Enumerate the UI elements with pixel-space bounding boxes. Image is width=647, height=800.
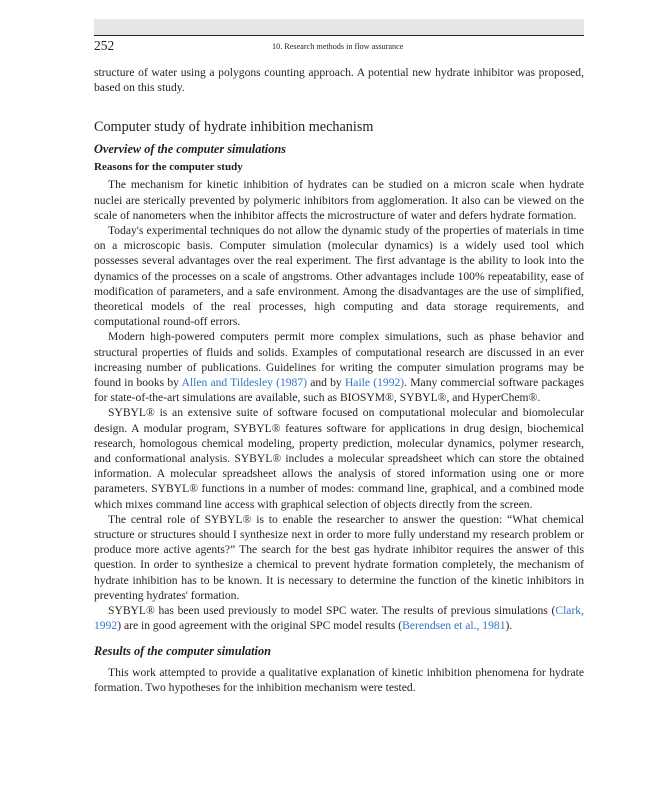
page-body [94, 65, 584, 695]
paragraph-sybyl-role: The central role of SYBYL® is to enable the researcher to answer the question: “What chemical structure or structures should I synthesize next in order to more fully understand my research problem or produce more active agents?” The search for the best gas hydrate inhibitor requires the answer of this question. In order to synthesize a chemical to prevent hydrate formation completely, the mechanism of hydrate inhibition has to be known. It is necessary to determine the function of the kinetic inhibitors in preventing hydrates' formation. [94, 512, 584, 602]
paragraph-spc-water [94, 603, 584, 633]
paragraph-text: and by [307, 376, 345, 390]
section-title: Computer study of hydrate inhibition mechanism [94, 119, 374, 136]
paragraph-results: This work attempted to provide a qualitative explanation of kinetic inhibition phenomena for hydrate formation. Two hypotheses for the inhibition mechanism were tested. [94, 665, 584, 694]
paragraph-experimental: Today's experimental techniques do not allow the dynamic study of the properties of materials in time on a microscopic basis. Computer simulation (molecular dynamics) is a widely used tool which possesses several advantages over the real experiment. The first advantage is the ability to look into the dynamics of the processes on a scale of angstroms. Other advantages include 100% repeatability, ease of modification of parameters, and a safe environment. Among the disadvantages are the use of simplified, theoretical models of the real processes, high computing and data storage requirements, and computational round-off errors. [94, 224, 584, 329]
header-band [94, 19, 584, 35]
paragraph-sybyl-suite: SYBYL® is an extensive suite of software focused on computational molecular and biomolecular design. A modular program, SYBYL® features software for applications in drug design, biochemical research, homologous chemical modeling, property prediction, molecular dynamics, polymer research, and conformational analysis. SYBYL® includes a molecular spreadsheet which can store the obtained information. A molecular spreadsheet allows the analysis of stored information using one or more parameters. SYBYL® functions in a number of modes: command line, graphical, and a combined mode which mixes command line access with graphical selection of objects directly from the screen. [94, 406, 584, 511]
paragraph-text: Modern high-powered computers permit more complex simulations, such as phase behavior and structural properties of fluids and solids. Examples of computational research are discussed in an ever increasing number of publications. Guidelines for writing the computer simulation programs may be found in books by [94, 330, 584, 390]
paragraph-text: SYBYL® has been used previously to model SPC water. The results of previous simulations ( [108, 604, 556, 618]
subsection-title-results: Results of the computer simulation [94, 643, 271, 658]
subsubsection-title-reasons: Reasons for the computer study [94, 161, 243, 174]
paragraph-text: . Many commercial software packages for state-of-the-art simulations are available, such as BIOSYM®, SYBYL®, and HyperChem®. [94, 376, 584, 405]
paragraph-mechanism: The mechanism for kinetic inhibition of hydrates can be studied on a micron scale when hydrate nuclei are sterically prevented by polymeric inhibitors from agglomeration. It also can be viewed on the scale of nanometers when the inhibitor affects the microstructure of water and defers hydrate formation. [94, 178, 584, 222]
running-head: 10. Research methods in flow assurance [272, 42, 404, 51]
citation-link-allen-tildesley[interactable]: Allen and Tildesley (1987) [181, 376, 308, 390]
page-number: 252 [94, 38, 115, 53]
intro-paragraph: structure of water using a polygons counting approach. A potential new hydrate inhibitor was proposed, based on this study. [94, 66, 584, 95]
paragraph-modern-computers [94, 329, 584, 405]
paragraph-text: ) are in good agreement with the original SPC model results ( [117, 619, 403, 633]
citation-link-clark[interactable]: Clark, 1992 [94, 604, 584, 633]
citation-link-berendsen[interactable]: Berendsen et al., 1981 [402, 619, 506, 633]
citation-link-haile[interactable]: Haile (1992) [344, 376, 405, 390]
subsection-title-overview: Overview of the computer simulations [94, 142, 286, 157]
paragraph-text: ). [505, 619, 513, 633]
header-rule [94, 35, 584, 36]
